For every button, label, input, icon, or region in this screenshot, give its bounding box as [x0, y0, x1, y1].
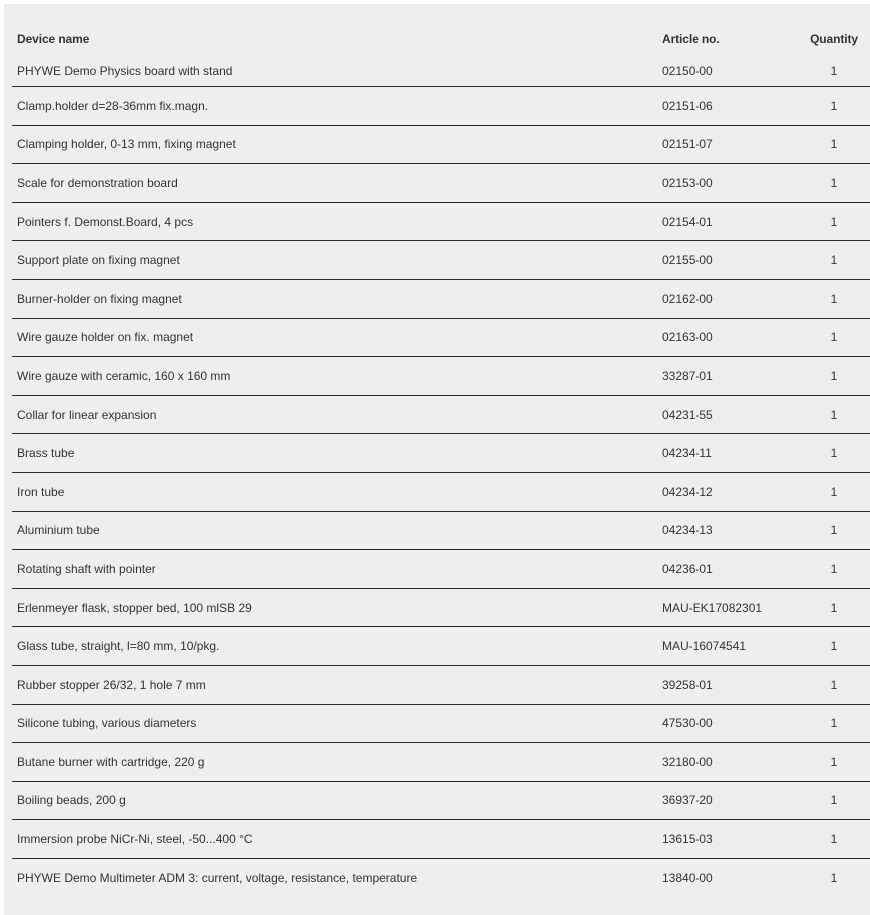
table-row — [12, 627, 870, 666]
quantity-cell: 1 — [798, 125, 870, 164]
table-row — [12, 125, 870, 164]
table-row — [12, 318, 870, 357]
device-name-cell: Iron tube — [12, 472, 657, 511]
quantity-cell: 1 — [798, 395, 870, 434]
device-name-cell: Scale for demonstration board — [12, 164, 657, 203]
table-row — [12, 550, 870, 589]
quantity-cell: 1 — [798, 820, 870, 859]
device-name-cell: Clamping holder, 0-13 mm, fixing magnet — [12, 125, 657, 164]
table-row — [12, 395, 870, 434]
device-name-cell: Silicone tubing, various diameters — [12, 704, 657, 743]
equipment-list-panel — [4, 4, 870, 915]
device-name-cell: Support plate on fixing magnet — [12, 241, 657, 280]
column-header-article-no: Article no. — [662, 32, 720, 46]
device-name-cell: Immersion probe NiCr-Ni, steel, -50...400 °C — [12, 820, 657, 859]
quantity-cell: 1 — [798, 588, 870, 627]
article-no-cell: 36937-20 — [657, 781, 798, 820]
article-no-cell: 33287-01 — [657, 357, 798, 396]
table-row — [12, 665, 870, 704]
quantity-cell: 1 — [798, 472, 870, 511]
article-no-cell: MAU-EK17082301 — [657, 588, 798, 627]
device-name-cell: Rotating shaft with pointer — [12, 550, 657, 589]
column-header-device-name: Device name — [17, 32, 90, 46]
table-row — [12, 202, 870, 241]
table-row — [12, 279, 870, 318]
quantity-cell: 1 — [798, 704, 870, 743]
equipment-table — [12, 22, 870, 896]
quantity-cell: 1 — [798, 781, 870, 820]
device-name-cell: Pointers f. Demonst.Board, 4 pcs — [12, 202, 657, 241]
article-no-cell: 32180-00 — [657, 743, 798, 782]
device-name-cell: Wire gauze with ceramic, 160 x 160 mm — [12, 357, 657, 396]
table-row — [12, 743, 870, 782]
column-header-quantity: Quantity — [810, 32, 858, 46]
article-no-cell: 04234-11 — [657, 434, 798, 473]
article-no-cell: MAU-16074541 — [657, 627, 798, 666]
table-row — [12, 820, 870, 859]
table-row — [12, 87, 870, 126]
device-name-cell: Aluminium tube — [12, 511, 657, 550]
device-name-cell: PHYWE Demo Physics board with stand — [12, 56, 657, 87]
table-row — [12, 434, 870, 473]
quantity-cell: 1 — [798, 434, 870, 473]
device-name-cell: Burner-holder on fixing magnet — [12, 279, 657, 318]
device-name-cell: Brass tube — [12, 434, 657, 473]
device-name-cell: Glass tube, straight, l=80 mm, 10/pkg. — [12, 627, 657, 666]
table-row — [12, 588, 870, 627]
article-no-cell: 02162-00 — [657, 279, 798, 318]
quantity-cell: 1 — [798, 627, 870, 666]
table-row — [12, 472, 870, 511]
article-no-cell: 02151-07 — [657, 125, 798, 164]
table-row — [12, 858, 870, 896]
article-no-cell: 04236-01 — [657, 550, 798, 589]
table-row — [12, 56, 870, 87]
article-no-cell: 02151-06 — [657, 87, 798, 126]
quantity-cell: 1 — [830, 870, 838, 885]
header-row — [12, 22, 870, 56]
quantity-cell: 1 — [798, 164, 870, 203]
article-no-cell: 13840-00 — [662, 870, 713, 885]
device-name-cell: Collar for linear expansion — [12, 395, 657, 434]
quantity-cell: 1 — [798, 511, 870, 550]
article-no-cell: 02155-00 — [657, 241, 798, 280]
article-no-cell: 04231-55 — [657, 395, 798, 434]
article-no-cell: 04234-13 — [657, 511, 798, 550]
device-name-cell: Boiling beads, 200 g — [12, 781, 657, 820]
quantity-cell: 1 — [798, 56, 870, 87]
device-name-cell: Rubber stopper 26/32, 1 hole 7 mm — [12, 665, 657, 704]
table-row — [12, 241, 870, 280]
table-row — [12, 357, 870, 396]
table-row — [12, 781, 870, 820]
device-name-cell: PHYWE Demo Multimeter ADM 3: current, voltage, resistance, temperature — [17, 870, 418, 885]
device-name-cell: Wire gauze holder on fix. magnet — [12, 318, 657, 357]
quantity-cell: 1 — [798, 743, 870, 782]
device-name-cell: Butane burner with cartridge, 220 g — [12, 743, 657, 782]
article-no-cell: 04234-12 — [657, 472, 798, 511]
table-row — [12, 164, 870, 203]
table-row — [12, 511, 870, 550]
quantity-cell: 1 — [798, 202, 870, 241]
article-no-cell: 47530-00 — [657, 704, 798, 743]
article-no-cell: 13615-03 — [657, 820, 798, 859]
table-header — [12, 22, 870, 56]
quantity-cell: 1 — [798, 318, 870, 357]
table-body — [12, 56, 870, 896]
quantity-cell: 1 — [798, 665, 870, 704]
quantity-cell: 1 — [798, 87, 870, 126]
quantity-cell: 1 — [798, 279, 870, 318]
quantity-cell: 1 — [798, 241, 870, 280]
article-no-cell: 02163-00 — [657, 318, 798, 357]
device-name-cell: Clamp.holder d=28-36mm fix.magn. — [12, 87, 657, 126]
article-no-cell: 02150-00 — [657, 56, 798, 87]
article-no-cell: 02154-01 — [657, 202, 798, 241]
article-no-cell: 39258-01 — [657, 665, 798, 704]
quantity-cell: 1 — [798, 357, 870, 396]
device-name-cell: Erlenmeyer flask, stopper bed, 100 mlSB 29 — [12, 588, 657, 627]
article-no-cell: 02153-00 — [657, 164, 798, 203]
quantity-cell: 1 — [798, 550, 870, 589]
table-row — [12, 704, 870, 743]
